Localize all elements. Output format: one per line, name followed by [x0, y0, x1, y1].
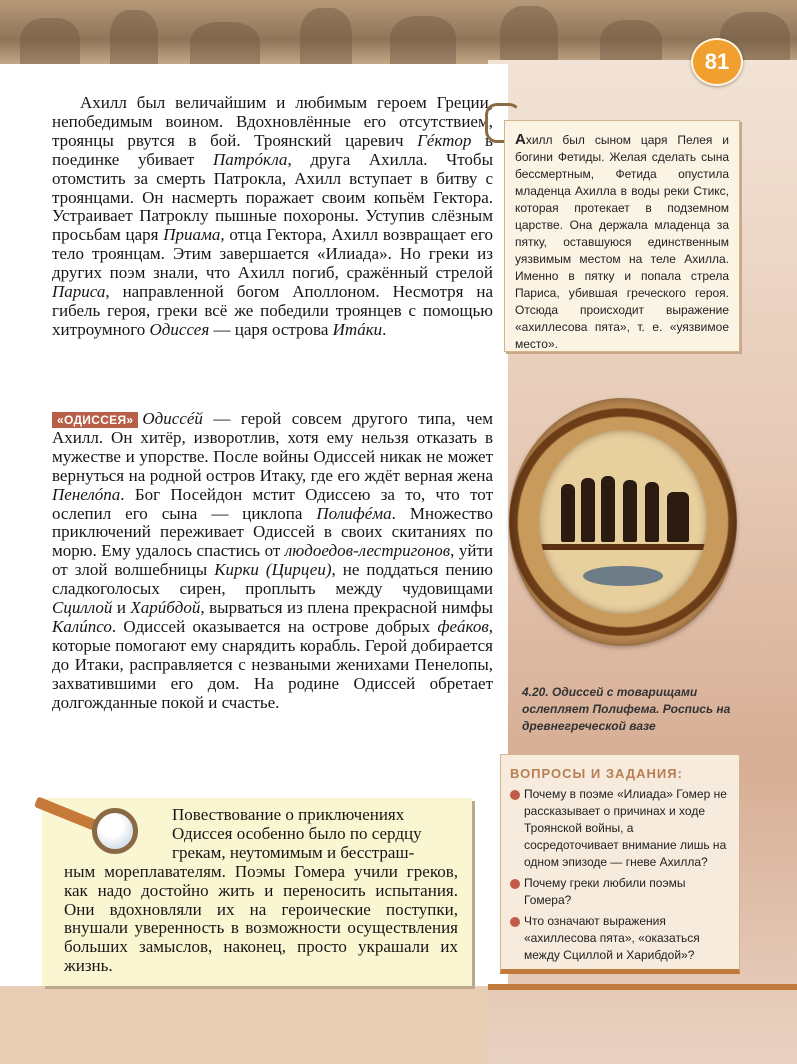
para2-segment: . Одиссей оказывается на острове добрых — [111, 616, 438, 636]
para2-segment: и — [112, 598, 131, 618]
para1-segment: Патрóкла — [212, 149, 288, 169]
para1-segment: Одиссея — [149, 319, 210, 339]
para1-segment: Гéктор — [417, 130, 472, 150]
para2-segment: , которые помогают ему снарядить корабль. Герой добирается до Итаки, расправляется с незваными женихами Пенелопы, захватившими его дом. На родине Одиссей обретает долгожданные покой и счастье. — [52, 616, 493, 712]
para2-segment: Калúпсо — [52, 616, 112, 636]
para1-segment: Ахилл был величайшим и любимым героем Греции, непобедимым воином. Вдохновлённые его отсутствием, троянцы рвутся в бой. Троянский царевич — [52, 93, 493, 150]
magnifier-icon — [36, 790, 148, 860]
figure-caption: 4.20. Одиссей с товарищами ослепляет Полифема. Роспись на древнегреческой вазе — [522, 685, 731, 733]
greek-plate-illustration — [509, 398, 737, 646]
section-label-odyssey: «ОДИССЕЯ» — [52, 412, 138, 428]
para2-segment: Одиссéй — [142, 409, 203, 428]
info-text: ным мореплавателям. Поэмы Гомера учили греков, как надо достойно жить и переносить испытания. Они вдохновляли их на героические поступки, внушали уверенность в возможности осуществления больших замыслов, наконец, просто украшали их жизнь. — [64, 861, 458, 976]
para1-segment: , направленной богом Аполлоном. Несмотря на гибель героя, греки всё же победили троянцев с помощью хитроумного — [52, 282, 493, 339]
questions-box — [500, 754, 740, 974]
page-number: 81 — [691, 38, 743, 86]
para1-segment: , отца Гектора, Ахилл возвращает его тело троянцам. Этим завершается «Илиада». Но греки из других поэм знали, что Ахилл погиб, сражённый стрелой — [52, 225, 493, 283]
para2-segment: , не поддаться пению сладкоголосых сирен, проплыть между чудовищами — [52, 560, 493, 599]
para1-segment: , друга Ахилла. Чтобы отомстить за смерть Патрокла, Ахилл вступает в битву с троянцами. Он насмерть поражает своим копьём Гектора. Устраивает Патроклу пышные похороны. Уступив слёзным просьбам царя — [52, 149, 493, 245]
para1-segment: — царя острова — [209, 319, 333, 339]
para2-segment: феáков — [437, 616, 489, 636]
questions-title: ВОПРОСЫ И ЗАДАНИЯ: — [510, 766, 683, 781]
para2-segment: , уйти от злой волшебницы — [52, 541, 494, 580]
para2-segment: . Бог Посейдон мстит Одиссею за то, что тот ослепил его сына — циклопа — [52, 484, 493, 523]
info-line: грекам, неутомимым и бесстраш- — [172, 842, 415, 862]
para2-segment: Сциллой — [52, 598, 113, 618]
info-line: Повествование о приключениях — [172, 805, 405, 824]
paragraph-achilles — [52, 94, 493, 340]
bottom-rule — [488, 984, 797, 990]
achilles-heel-note — [504, 120, 740, 352]
para1-segment: Париса — [52, 282, 106, 302]
para1-segment: в поединке убивает — [52, 130, 494, 169]
note-initial: А — [515, 131, 526, 148]
para2-segment: . Множество приключений переживает Одиссей в своих скитаниях по морю. Ему удалось спастись от — [52, 503, 493, 561]
para2-segment: — герой совсем другого типа, чем Ахилл. Он хитёр, изворотлив, хотя ему нельзя отказать в мужестве и упорстве. После войны Одиссей никак не может вернуться на родной остров Итаку, где его ждёт верная жена — [52, 409, 493, 485]
para1-segment: . — [382, 319, 387, 339]
question-item: Почему в поэме «Илиада» Гомер не рассказывает о причинах и ходе Троянской войны, а сосредоточивает внимание лишь на одном эпизоде — гневе Ахилла? — [510, 786, 730, 871]
note-text: хилл был сыном царя Пелея и богини Фетиды. Желая сделать сына бессмертным, Фетида опустила младенца Ахилла в воды реки Стикс, которая протекает в подземном царстве. Она держала младенца за пятку, оставшуюся единственным уязвимым местом на теле Ахилла. Именно в пятку и попала стрела Париса, убившая греческого героя. Отсюда происходит выражение «ахиллесова пята», т. е. «уязвимое место». — [515, 133, 729, 351]
para1-segment: Приама — [163, 225, 221, 245]
para2-segment: Пенелóпа — [52, 484, 121, 504]
para2-segment: Кирки (Цирцеи) — [214, 560, 332, 580]
para2-segment: Харúбдой — [130, 598, 201, 618]
info-line: Одиссея особенно было по сердцу — [172, 823, 422, 843]
para1-segment: Итáки — [332, 319, 383, 339]
questions-list — [510, 786, 730, 964]
paragraph-odyssey — [52, 410, 493, 713]
para2-segment: , вырваться из плена прекрасной нимфы — [200, 598, 493, 618]
question-item: Что означают выражения «ахиллесова пята», «оказаться между Сциллой и Харибдой»? — [510, 913, 730, 964]
para2-segment: Полифéма — [316, 503, 392, 523]
question-item: Почему греки любили поэмы Гомера? — [510, 875, 730, 909]
para2-segment: людоедов-лестригонов — [284, 541, 451, 561]
